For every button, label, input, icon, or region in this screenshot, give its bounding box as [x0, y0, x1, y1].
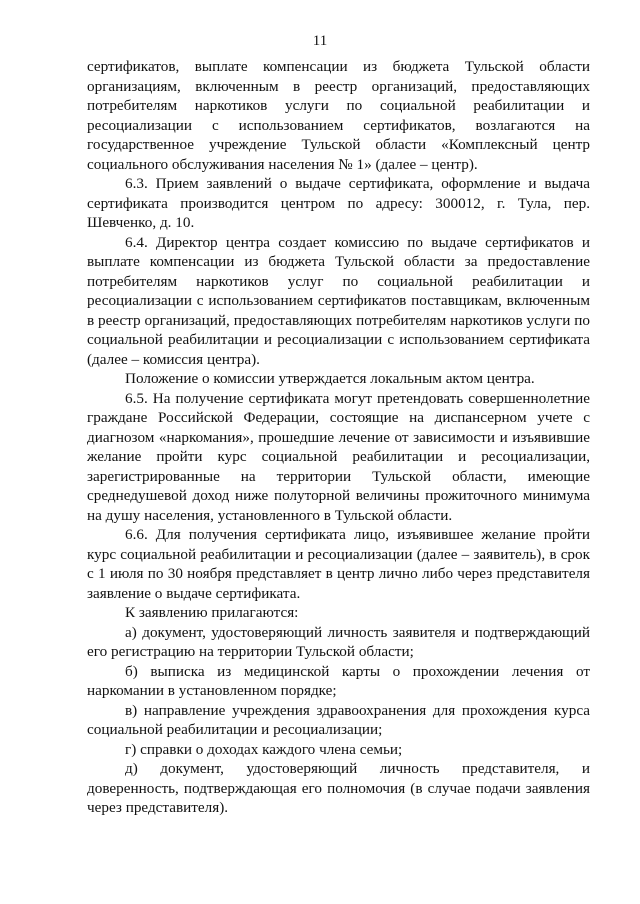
paragraph-6-3: 6.3. Прием заявлений о выдаче сертификата, оформление и выдача сертификата производится центром по адресу: 300012, г. Тула, пер. Шевченко, д. 10.: [87, 175, 590, 231]
attachment-item-d: д) документ, удостоверяющий личность представителя, и доверенность, подтверждающая его полномочия (в случае подачи заявления через представителя).: [87, 760, 590, 816]
page-number: 11: [312, 33, 328, 49]
attachments-intro: К заявлению прилагаются:: [125, 604, 299, 621]
paragraph-6-5: 6.5. На получение сертификата могут претендовать совершеннолетние граждане Российской Федерации, состоящие на диспансерном учете с диагнозом «наркомания», прошедшие лечение от зависимости и изъявившие желание пройти курс социальной реабилитации и ресоциализации, зарегистрированные на территории Тульской области, имеющие среднедушевой доход ниже полуторной величины прожиточного минимума на душу населения, установленного в Тульской области.: [87, 389, 590, 524]
paragraph-continuation: сертификатов, выплате компенсации из бюджета Тульской области организациям, включенным в реестр организаций, предоставляющих потребителям наркотиков услуги по социальной реабилитации и ресоциализации с использованием сертификатов, возлагаются на государственное учреждение Тульской области «Комплексный центр социального обслуживания населения № 1» (далее – центр).: [87, 58, 590, 173]
attachment-item-g: г) справки о доходах каждого члена семьи;: [125, 740, 403, 758]
paragraph-6-4: 6.4. Директор центра создает комиссию по выдаче сертификатов и выплате компенсации из бюджета Тульской области за предоставление потребителям наркотиков услуг по социальной реабилитации и ресоциализации с использованием сертификатов поставщикам, включенным в реестр организаций, предоставляющих потребителям наркотиков услуги по социальной реабилитации и ресоциализации с использованием сертификата (далее – комиссия центра).: [87, 233, 590, 368]
paragraph-6-6: 6.6. Для получения сертификата лицо, изъявившее желание пройти курс социальной реабилитации и ресоциализации (далее – заявитель), в срок с 1 июля по 30 ноября представляет в центр лично либо через представителя заявление о выдаче сертификата.: [87, 526, 590, 602]
paragraph-commission-note: Положение о комиссии утверждается локальным актом центра.: [125, 370, 535, 387]
document-body: [87, 57, 590, 818]
attachment-item-b: б) выписка из медицинской карты о прохождении лечения от наркомании в установленном порядке;: [87, 662, 590, 699]
attachment-item-a: а) документ, удостоверяющий личность заявителя и подтверждающий его регистрацию на территории Тульской области;: [87, 623, 590, 660]
attachment-item-v: в) направление учреждения здравоохранения для прохождения курса социальной реабилитации и ресоциализации;: [87, 701, 590, 738]
